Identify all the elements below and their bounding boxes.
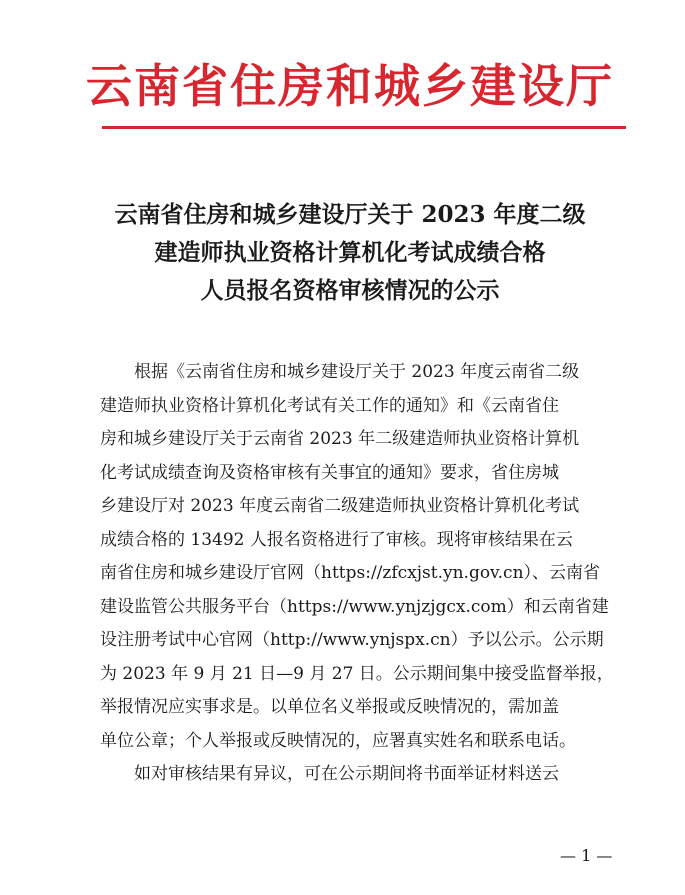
title-line: 建造师执业资格计算机化考试成绩合格 xyxy=(154,239,546,266)
document-body xyxy=(100,356,630,792)
title-line: 人员报名资格审核情况的公示 xyxy=(200,277,500,304)
page-number: — 1 — xyxy=(560,846,613,865)
body-line: 建造师执业资格计算机化考试有关工作的通知》和《云南省住 xyxy=(100,395,559,416)
body-line: 为 2023 年 9 月 21 日—9 月 27 日。公示期间集中接受监督举报， xyxy=(100,663,614,684)
letterhead: 云南省住房和城乡建设厅 xyxy=(86,59,614,113)
body-line: 单位公章；个人举报或反映情况的，应署真实姓名和联系电话。 xyxy=(100,730,576,751)
document-title xyxy=(60,196,640,310)
title-line: 云南省住房和城乡建设厅关于 2023 年度二级 xyxy=(114,201,586,228)
body-line: 如对审核结果有异议，可在公示期间将书面举证材料送云 xyxy=(134,764,559,784)
body-line: 南省住房和城乡建设厅官网（https://zfcxjst.yn.gov.cn）、云南省 xyxy=(100,563,601,583)
body-line: 举报情况应实事求是。以单位名义举报或反映情况的，需加盖 xyxy=(100,697,559,717)
body-line: 成绩合格的 13492 人报名资格进行了审核。现将审核结果在云 xyxy=(100,529,573,550)
body-line: 乡建设厅对 2023 年度云南省二级建造师执业资格计算机化考试 xyxy=(100,496,580,516)
body-line: 化考试成绩查询及资格审核有关事宜的通知》要求，省住房城 xyxy=(100,462,559,483)
body-line: 建设监管公共服务平台（https://www.ynjzjgcx.com）和云南省建 xyxy=(100,596,609,617)
body-line: 设注册考试中心官网（http://www.ynjspx.cn）予以公示。公示期 xyxy=(100,630,604,650)
body-line: 根据《云南省住房和城乡建设厅关于 2023 年度云南省二级 xyxy=(134,362,580,382)
body-line: 房和城乡建设厅关于云南省 2023 年二级建造师执业资格计算机 xyxy=(100,429,580,449)
red-divider-line xyxy=(102,126,626,129)
